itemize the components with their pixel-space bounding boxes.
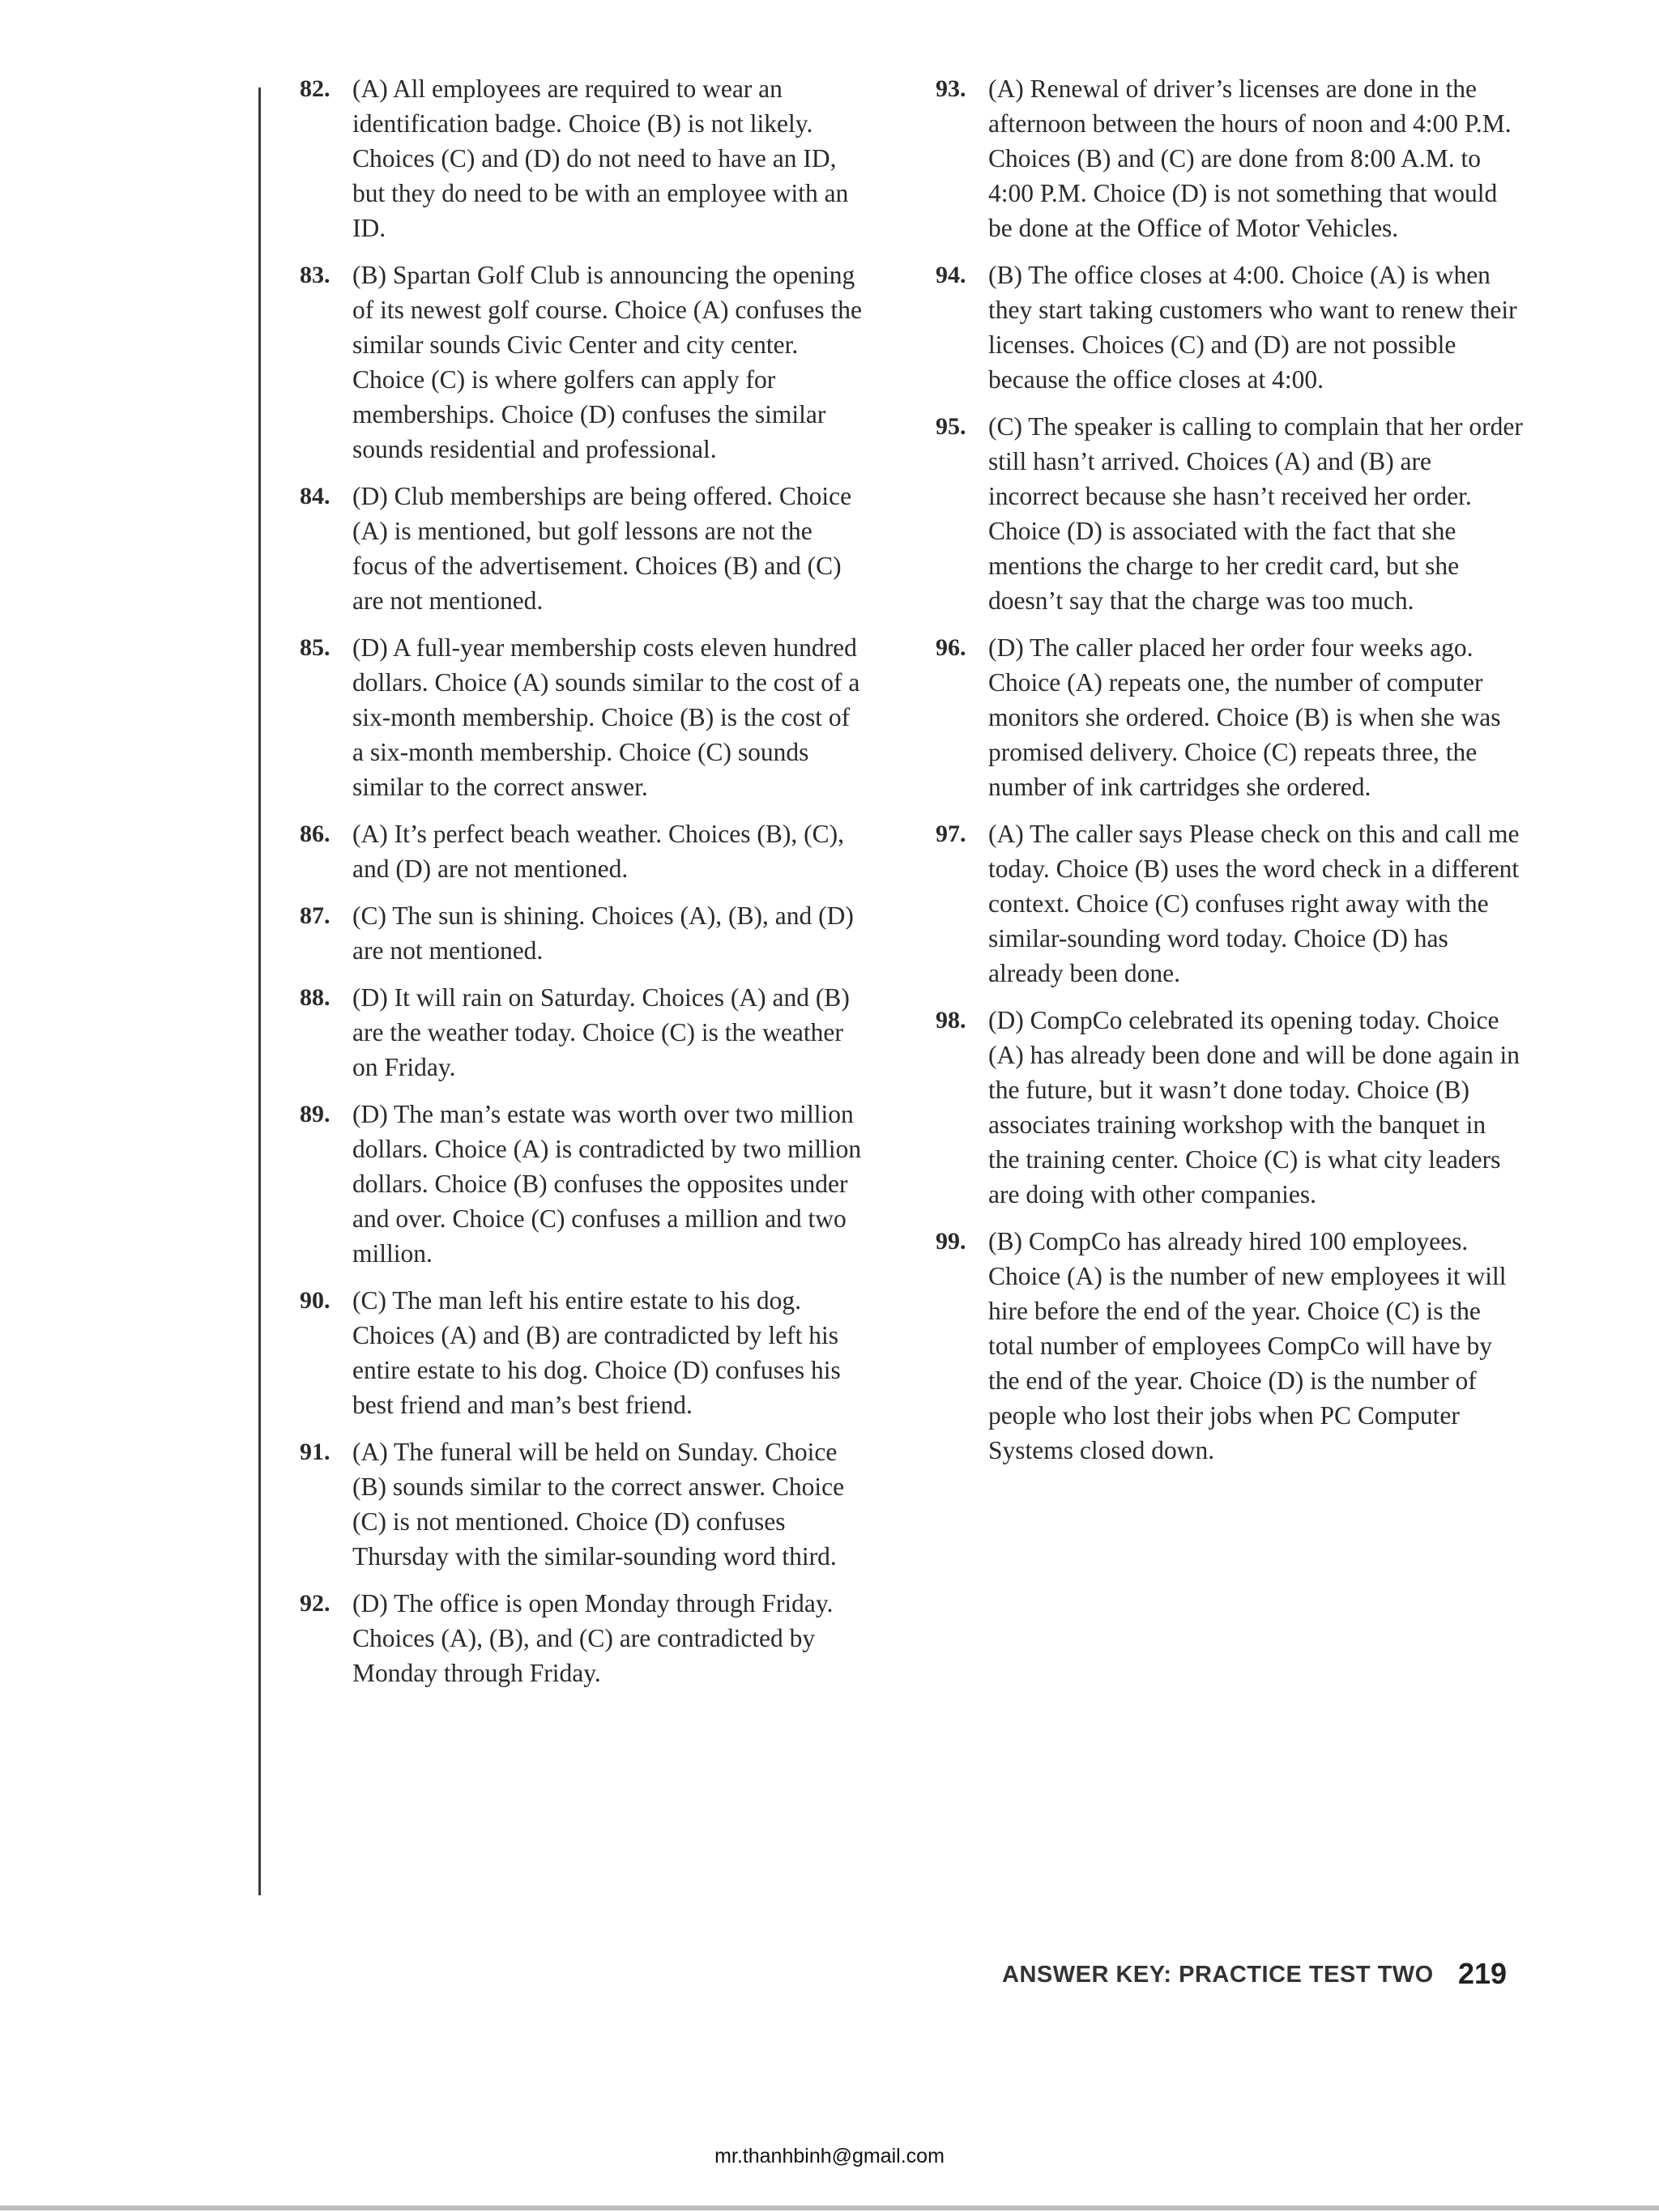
running-footer: ANSWER KEY: PRACTICE TEST TWO [1002,1962,1434,1988]
answer-text: (D) The office is open Monday through Friday. Choices (A), (B), and (C) are contradicted by Monday through Friday. [352,1589,834,1687]
answer-text: (A) The funeral will be held on Sunday. Choice (B) sounds similar to the correct answer. Choice (C) is not mentioned. Choice (D) confuses Thursday with the similar-sounding word third. [352,1438,845,1571]
question-number: 86. [300,820,331,847]
answer-text: (D) A full-year membership costs eleven hundred dollars. Choice (A) sounds similar to the cost of a six-month membership. Choice (B) is the cost of a six-month membership. Choice (C) sounds similar to the correct answer. [352,633,860,801]
answer-item [300,258,867,467]
answer-text: (D) Club memberships are being offered. Choice (A) is mentioned, but golf lessons are not the focus of the advertisement. Choices (B) and (C) are not mentioned. [352,482,852,615]
left-column [300,71,867,1703]
answer-item [936,71,1523,245]
answer-text: (C) The speaker is calling to complain that her order still hasn’t arrived. Choices (A) and (B) are incorrect because she hasn’t received her order. Choice (D) is associated with the fact that she mentions the charge to her credit card, but she doesn’t say that the charge was too much. [988,412,1523,615]
answer-text: (D) CompCo celebrated its opening today. Choice (A) has already been done and will be done again in the future, but it wasn’t done today. Choice (B) associates training workshop with the banquet in the training center. Choice (C) is what city leaders are doing with other companies. [988,1006,1520,1208]
answer-text: (A) The caller says Please check on this and call me today. Choice (B) uses the word check in a different context. Choice (C) confuses right away with the similar-sounding word today. Choice (D) has already been done. [988,820,1520,987]
answer-text: (B) The office closes at 4:00. Choice (A) is when they start taking customers who want to renew their licenses. Choices (C) and (D) are not possible because the office closes at 4:00. [988,261,1517,394]
answer-item [300,980,867,1085]
question-number: 95. [936,413,966,440]
answer-text: (A) Renewal of driver’s licenses are done in the afternoon between the hours of noon and 4:00 P.M. Choices (B) and (C) are done from 8:00 A.M. to 4:00 P.M. Choice (D) is not something that would be done at the Office of Motor Vehicles. [988,75,1512,242]
answer-text: (C) The sun is shining. Choices (A), (B), and (D) are not mentioned. [352,901,854,965]
question-number: 83. [300,262,331,288]
question-number: 94. [936,262,966,288]
question-number: 82. [300,75,331,102]
scan-edge [0,2206,1659,2210]
answer-item [936,1003,1523,1212]
answer-text: (D) The caller placed her order four weeks ago. Choice (A) repeats one, the number of computer monitors she ordered. Choice (B) is when she was promised delivery. Choice (C) repeats three, the number of ink cartridges she ordered. [988,633,1501,801]
answer-text: (A) All employees are required to wear an identification badge. Choice (B) is not likely. Choices (C) and (D) do not need to have an ID, but they do need to be with an employee with an ID. [352,75,849,242]
answer-text: (B) CompCo has already hired 100 employees. Choice (A) is the number of new employees it will hire before the end of the year. Choice (C) is the total number of employees CompCo will have by the end of the year. Choice (D) is the number of people who lost their jobs when PC Computer Systems closed down. [988,1227,1507,1464]
answer-item [300,1283,867,1422]
question-number: 87. [300,902,331,929]
answer-item [300,816,867,886]
margin-rule [258,87,261,1895]
answer-text: (C) The man left his entire estate to his dog. Choices (A) and (B) are contradicted by left his entire estate to his dog. Choice (D) confuses his best friend and man’s best friend. [352,1286,841,1419]
question-number: 91. [300,1438,331,1465]
answer-item [300,898,867,968]
question-number: 97. [936,820,966,847]
question-number: 90. [300,1287,331,1314]
question-number: 84. [300,483,331,509]
question-number: 88. [300,984,331,1011]
question-number: 96. [936,634,966,661]
email-address: mr.thanhbinh@gmail.com [714,2145,945,2167]
page-number: 219 [1458,1957,1508,1990]
question-number: 99. [936,1228,966,1255]
question-number: 93. [936,75,966,102]
question-number: 89. [300,1101,331,1127]
answer-item [936,409,1523,618]
answer-item [300,1434,867,1574]
question-number: 92. [300,1590,331,1617]
answer-item [936,258,1523,397]
answer-text: (B) Spartan Golf Club is announcing the opening of its newest golf course. Choice (A) confuses the similar sounds Civic Center and city center. Choice (C) is where golfers can apply for memberships. Choice (D) confuses the similar sounds residential and professional. [352,261,862,463]
answer-item [300,71,867,245]
answer-item [300,1586,867,1690]
answer-item [300,479,867,618]
answer-item [936,630,1523,804]
answer-item [936,816,1523,991]
right-column [936,71,1523,1480]
question-number: 98. [936,1007,966,1034]
answer-item [300,1097,867,1271]
question-number: 85. [300,634,331,661]
answer-text: (D) It will rain on Saturday. Choices (A) and (B) are the weather today. Choice (C) is the weather on Friday. [352,983,850,1081]
answer-text: (A) It’s perfect beach weather. Choices (B), (C), and (D) are not mentioned. [352,820,845,883]
answer-item [300,630,867,804]
answer-item [936,1224,1523,1468]
answer-text: (D) The man’s estate was worth over two million dollars. Choice (A) is contradicted by two million dollars. Choice (B) confuses the opposites under and over. Choice (C) confuses a million and two million. [352,1100,862,1268]
